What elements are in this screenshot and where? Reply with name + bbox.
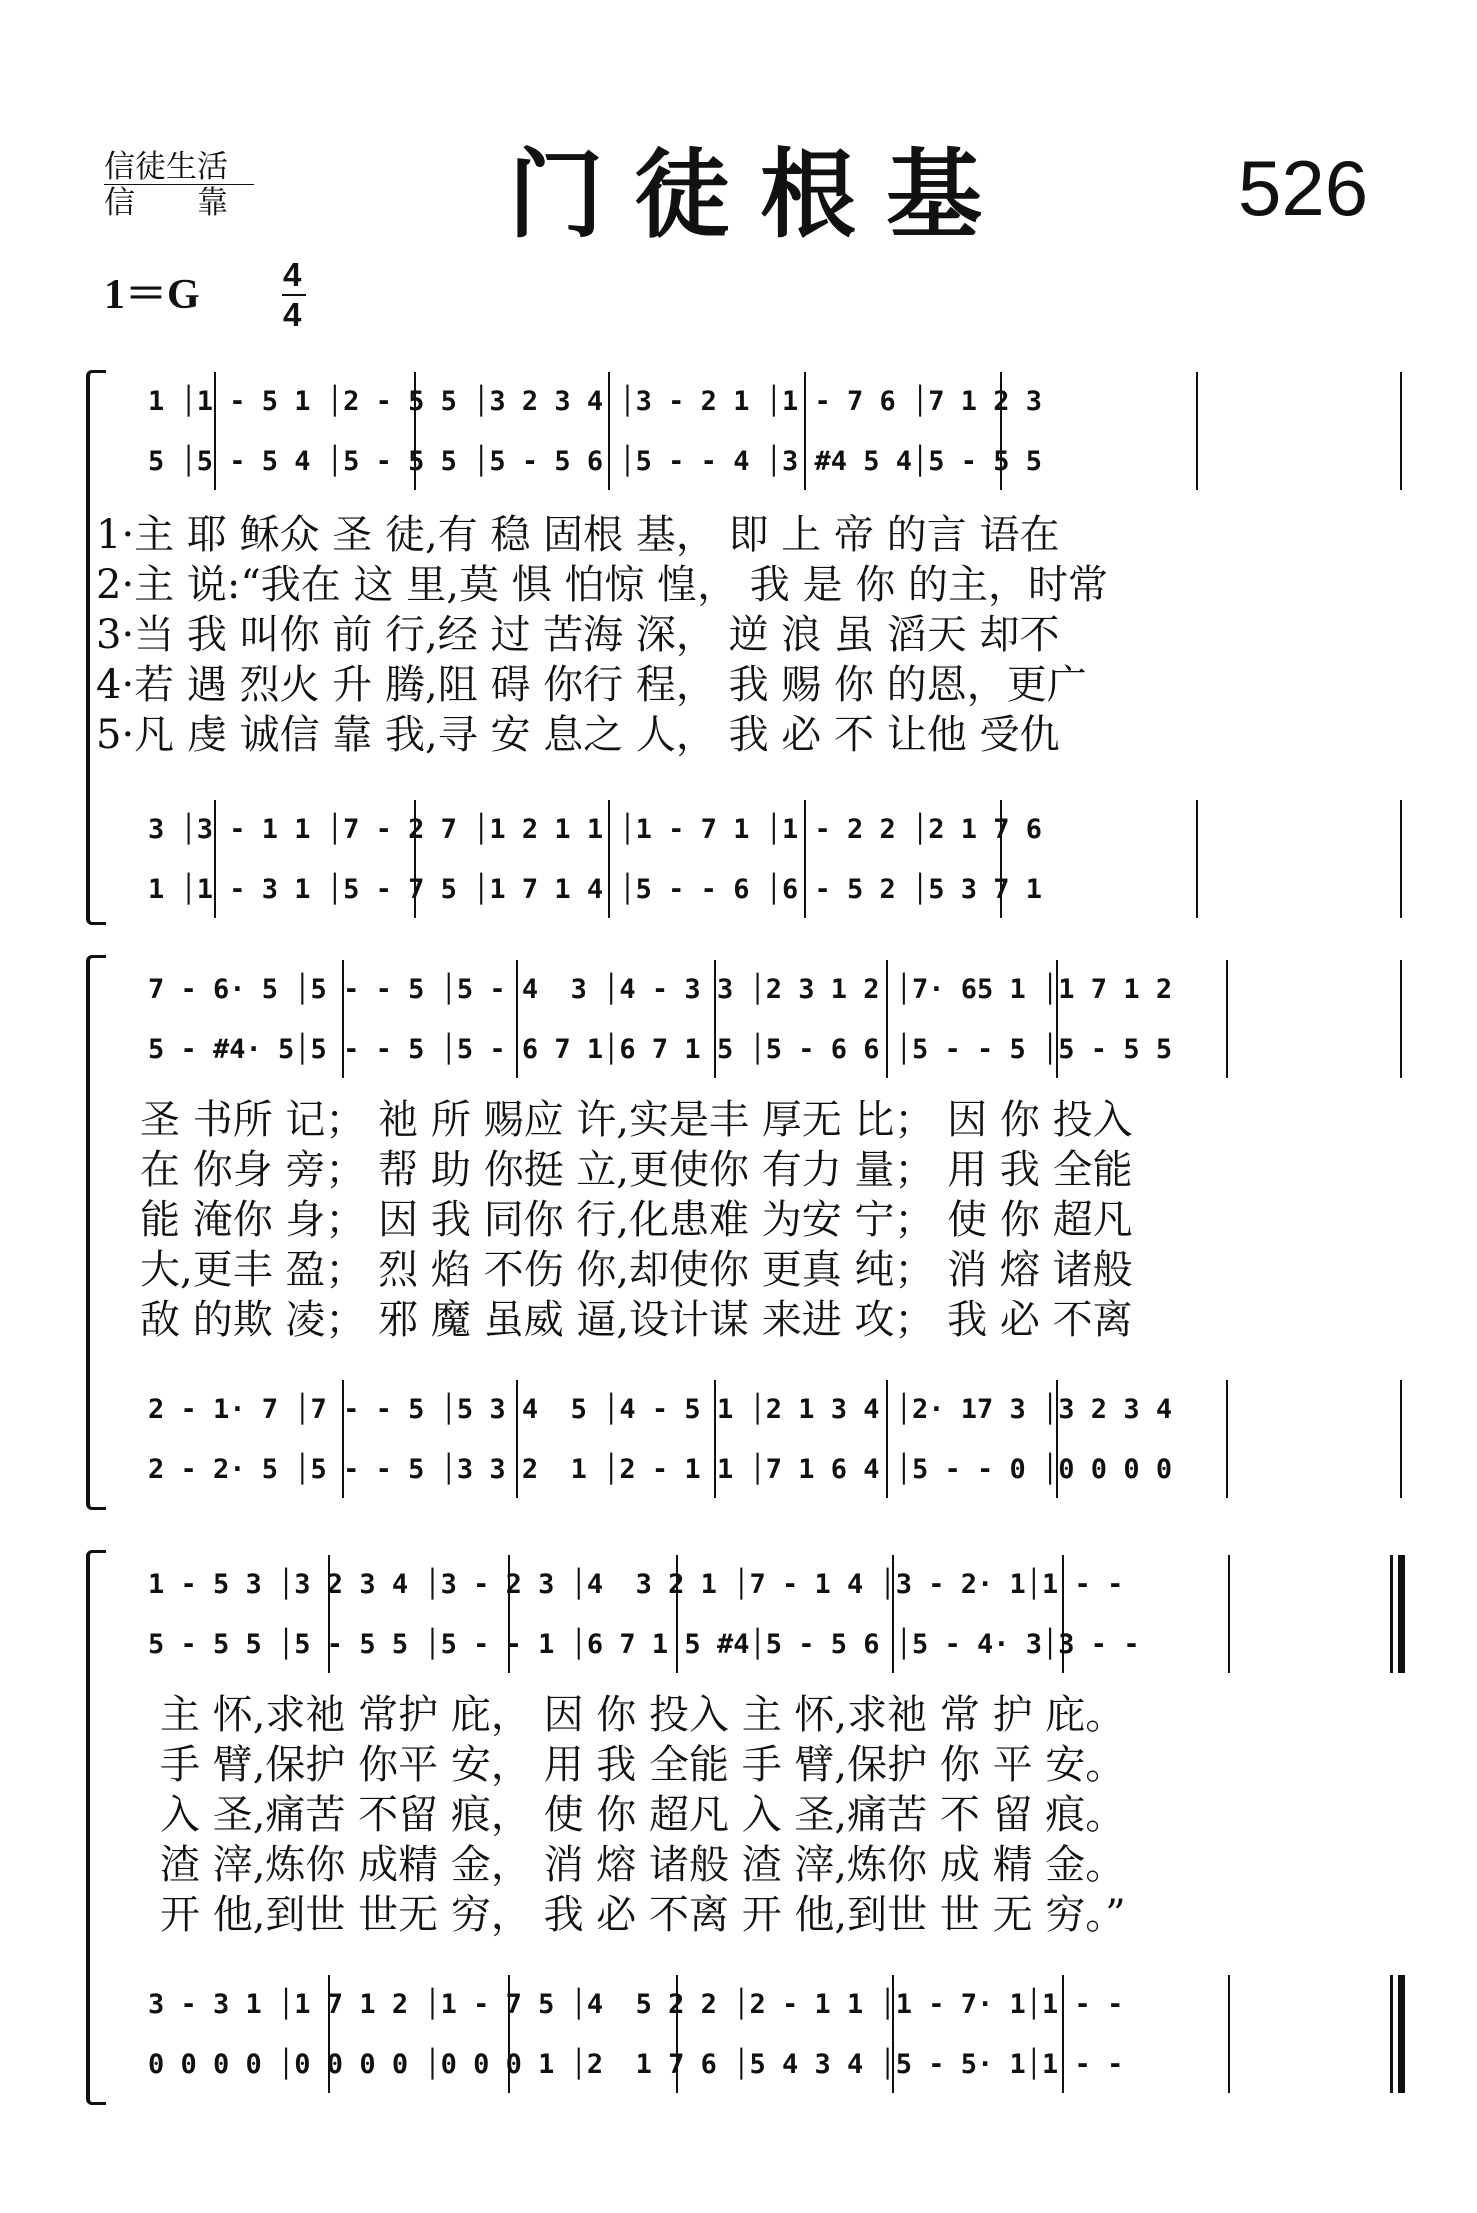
lyrics-verse-2: 2·主 说:“我在 这 里,莫 惧 怕惊 惶， 我 是 你 的主，时常 <box>96 562 1108 608</box>
time-signature-bottom: 4 <box>283 296 302 333</box>
system-bracket <box>78 1550 96 2105</box>
bass-line: 2 - 2· 5 │5 - - 5 │3 3 2 1 │2 - 1 1 │7 1 6 4 │5 - - 0 │0 0 0 0 <box>148 1454 1173 1485</box>
lyrics-verse-4: 渣 滓,炼你 成精 金， 消 熔 诸般 渣 滓,炼你 成 精 金。 <box>160 1842 1126 1888</box>
lyrics-verse-2: 在 你身 旁； 帮 助 你挺 立,更使你 有力 量； 用 我 全能 <box>140 1147 1133 1193</box>
hymn-number: 526 <box>1238 144 1369 232</box>
tenor-line: 2 - 1· 7 │7 - - 5 │5 3 4 5 │4 - 5 1 │2 1 3 4 │2· 17 3 │3 2 3 4 <box>148 1394 1173 1425</box>
subcategory-label: 信 靠 <box>104 185 228 221</box>
soprano-line: 1 │1 - 5 1 │2 - 5 5 │3 2 3 4 │3 - 2 1 │1 - 7 6 │7 1 2 3 <box>148 386 1043 417</box>
lyrics-verse-4: 4·若 遇 烈火 升 腾,阻 碍 你行 程， 我 赐 你 的恩，更广 <box>96 662 1087 708</box>
lyrics-verse-1: 主 怀,求祂 常护 庇， 因 你 投入 主 怀,求祂 常 护 庇。 <box>160 1692 1126 1738</box>
lyrics-verse-5: 敌 的欺 凌； 邪 魔 虽威 逼,设计谋 来进 攻； 我 必 不离 <box>140 1297 1133 1343</box>
lyrics-verse-3: 3·当 我 叫你 前 行,经 过 苦海 深， 逆 浪 虽 滔天 却不 <box>96 612 1060 658</box>
system-bracket <box>78 955 96 1510</box>
lyrics-verse-3: 能 淹你 身； 因 我 同你 行,化患难 为安 宁； 使 你 超凡 <box>140 1197 1133 1243</box>
alto-line: 5 │5 - 5 4 │5 - 5 5 │5 - 5 6 │5 - - 4 │3 #4 5 4│5 - 5 5 <box>148 446 1043 477</box>
alto-line: 5 - #4· 5│5 - - 5 │5 - 6 7 1│6 7 1 5 │5 - 6 6 │5 - - 5 │5 - 5 5 <box>148 1034 1173 1065</box>
lyrics-verse-2: 手 臂,保护 你平 安， 用 我 全能 手 臂,保护 你 平 安。 <box>160 1742 1126 1788</box>
key-signature: 1＝G <box>104 272 200 318</box>
soprano-line: 1 - 5 3 │3 2 3 4 │3 - 2 3 │4 3 2 1 │7 - 1 4 │3 - 2· 1│1 - - <box>148 1569 1124 1600</box>
lyrics-verse-3: 入 圣,痛苦 不留 痕， 使 你 超凡 入 圣,痛苦 不 留 痕。 <box>160 1792 1126 1838</box>
lyrics-verse-4: 大,更丰 盈； 烈 焰 不伤 你,却使你 更真 纯； 消 熔 诸般 <box>140 1247 1133 1293</box>
lyrics-verse-1: 圣 书所 记； 祂 所 赐应 许,实是丰 厚无 比； 因 你 投入 <box>140 1097 1133 1143</box>
lyrics-verse-5: 5·凡 虔 诚信 靠 我,寻 安 息之 人， 我 必 不 让他 受仇 <box>96 712 1060 758</box>
lyrics-verse-5: 开 他,到世 世无 穷， 我 必 不离 开 他,到世 世 无 穷。” <box>160 1892 1126 1938</box>
hymn-title: 门徒根基 <box>508 138 1012 251</box>
lyrics-verse-1: 1·主 耶 稣众 圣 徒,有 稳 固根 基， 即 上 帝 的言 语在 <box>96 512 1060 558</box>
bass-line: 0 0 0 0 │0 0 0 0 │0 0 0 1 │2 1 7 6 │5 4 3 4 │5 - 5· 1│1 - - <box>148 2049 1124 2080</box>
soprano-line: 7 - 6· 5 │5 - - 5 │5 - 4 3 │4 - 3 3 │2 3 1 2 │7· 65 1 │1 7 1 2 <box>148 974 1173 1005</box>
category-label: 信徒生活 <box>104 149 228 185</box>
tenor-line: 3 - 3 1 │1 7 1 2 │1 - 7 5 │4 5 2 2 │2 - 1 1 │1 - 7· 1│1 - - <box>148 1989 1124 2020</box>
time-signature-top: 4 <box>283 256 302 293</box>
tenor-line: 3 │3 - 1 1 │7 - 2 7 │1 2 1 1 │1 - 7 1 │1 - 2 2 │2 1 7 6 <box>148 814 1043 845</box>
bass-line: 1 │1 - 3 1 │5 - 7 5 │1 7 1 4 │5 - - 6 │6 - 5 2 │5 3 7 1 <box>148 874 1043 905</box>
system-bracket <box>78 370 96 925</box>
alto-line: 5 - 5 5 │5 - 5 5 │5 - - 1 │6 7 1 5 #4│5 - 5 6 │5 - 4· 3│3 - - <box>148 1629 1140 1660</box>
